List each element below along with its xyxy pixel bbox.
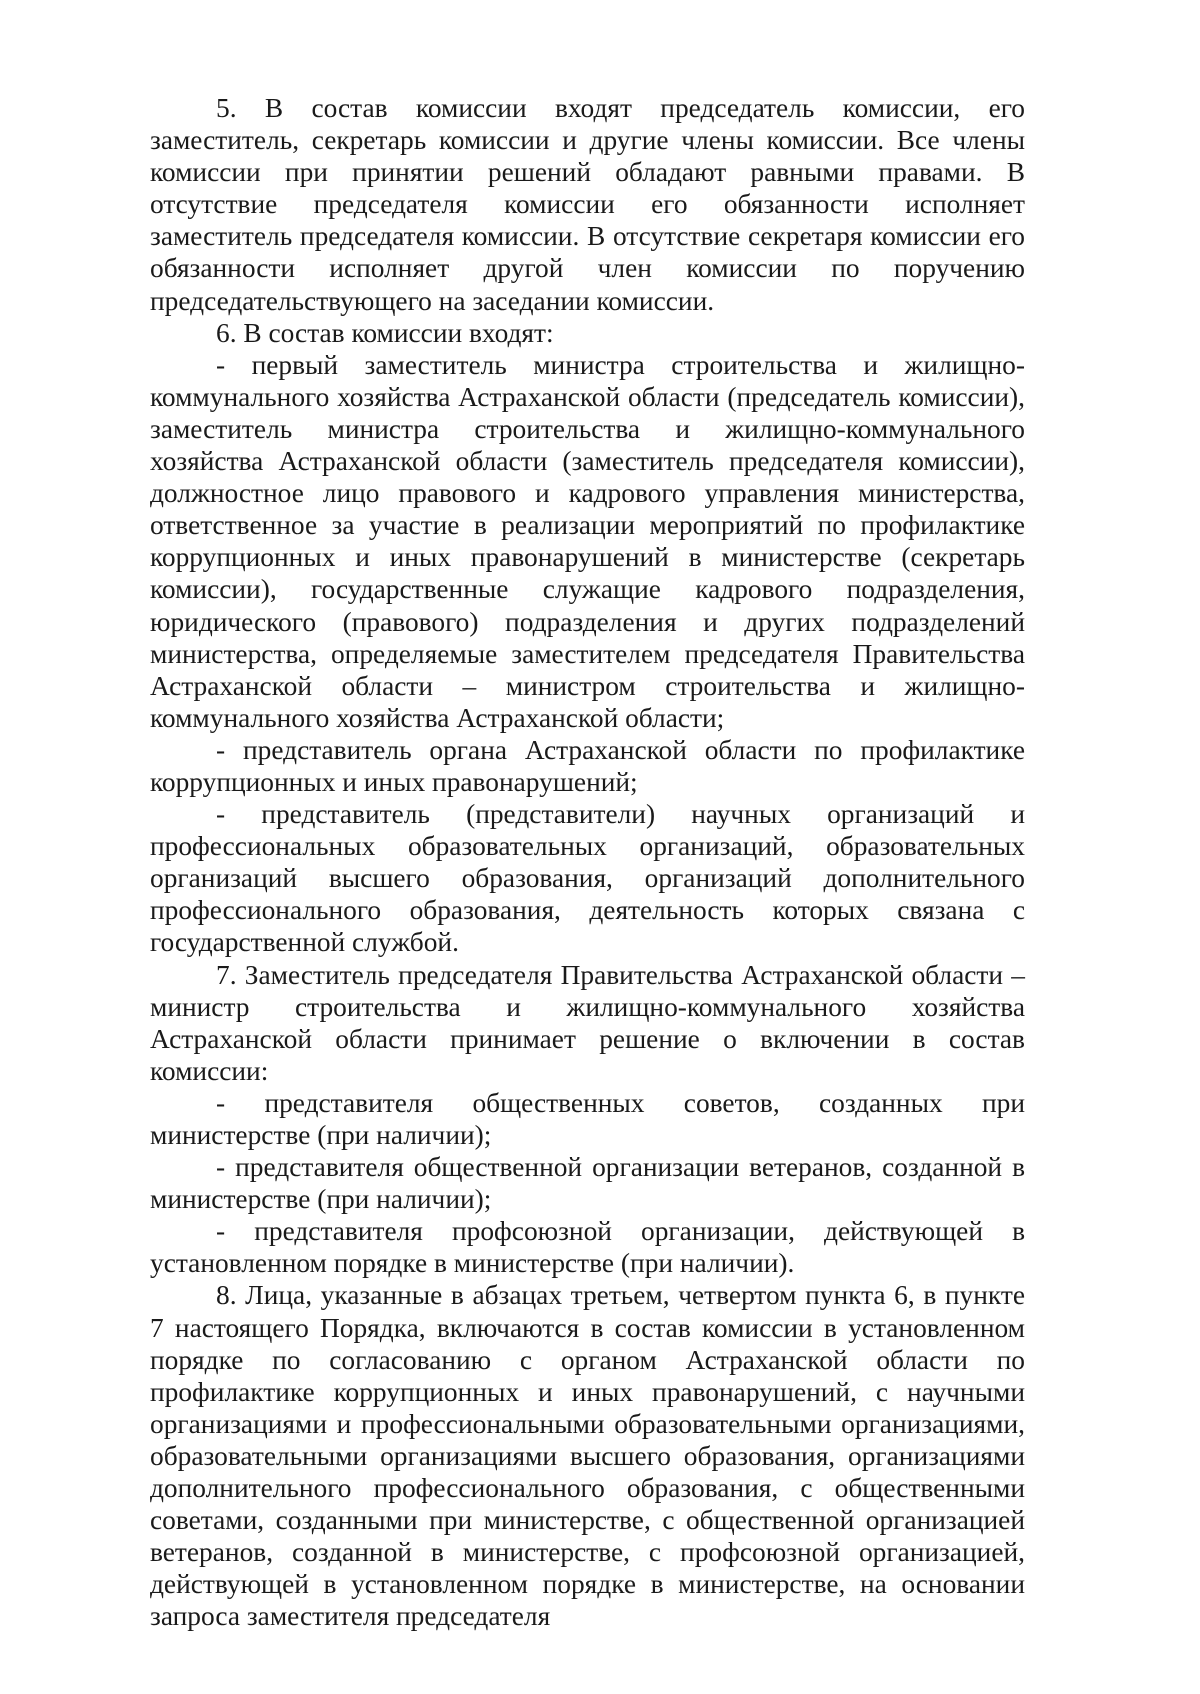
paragraph-7: 7. Заместитель председателя Правительства Астраханской области – министр строительства и жилищно-коммунального хозяйства Астраханской области принимает решение о включении в состав комиссии:: [150, 959, 1025, 1086]
list-item-scientific-representatives: - представитель (представители) научных организаций и профессиональных образовательных организаций, образовательных организаций высшего образования, организаций дополнительного профессионального образования, деятельность которых связана с государственной службой.: [150, 799, 1025, 958]
list-item-anticorruption-representative: - представитель органа Астраханской области по профилактике коррупционных и иных правонарушений;: [150, 734, 1025, 797]
list-item-veterans-organization: - представителя общественной организации ветеранов, созданной в министерстве (при наличии);: [150, 1152, 1025, 1215]
paragraph-6: 6. В состав комиссии входят:: [216, 317, 554, 348]
list-item-commission-members: - первый заместитель министра строительства и жилищно-коммунального хозяйства Астраханской области (председатель комиссии), заместитель министра строительства и жилищно-коммунального хозяйства Астраханской области (заместитель председателя комиссии), должностное лицо правового и кадрового управления министерства, ответственное за участие в реализации мероприятий по профилактике коррупционных и иных правонарушений в министерстве (секретарь комиссии), государственные служащие кадрового подразделения, юридического (правового) подразделения и других подразделений министерства, определяемые заместителем председателя Правительства Астраханской области – министром строительства и жилищно-коммунального хозяйства Астраханской области;: [150, 349, 1025, 733]
list-item-public-councils: - представителя общественных советов, созданных при министерстве (при наличии);: [150, 1087, 1025, 1150]
list-item-trade-union: - представителя профсоюзной организации, действующей в установленном порядке в министерстве (при наличии).: [150, 1216, 1025, 1279]
document-page: [150, 92, 1025, 1633]
paragraph-8: 8. Лица, указанные в абзацах третьем, четвертом пункта 6, в пункте 7 настоящего Порядка, включаются в состав комиссии в установленном порядке по согласованию с органом Астраханской области по профилактике коррупционных и иных правонарушений, с научными организациями и профессиональными образовательными организациями, образовательными организациями высшего образования, организациями дополнительного профессионального образования, с общественными советами, созданными при министерстве, с общественной организацией ветеранов, созданной в министерстве, с профсоюзной организацией, действующей в установленном порядке в министерстве, на основании запроса заместителя председателя: [150, 1280, 1025, 1632]
paragraph-5: 5. В состав комиссии входят председатель комиссии, его заместитель, секретарь комиссии и другие члены комиссии. Все члены комиссии при принятии решений обладают равными правами. В отсутствие председателя комиссии его обязанности исполняет заместитель председателя комиссии. В отсутствие секретаря комиссии его обязанности исполняет другой член комиссии по поручению председательствующего на заседании комиссии.: [150, 93, 1025, 316]
